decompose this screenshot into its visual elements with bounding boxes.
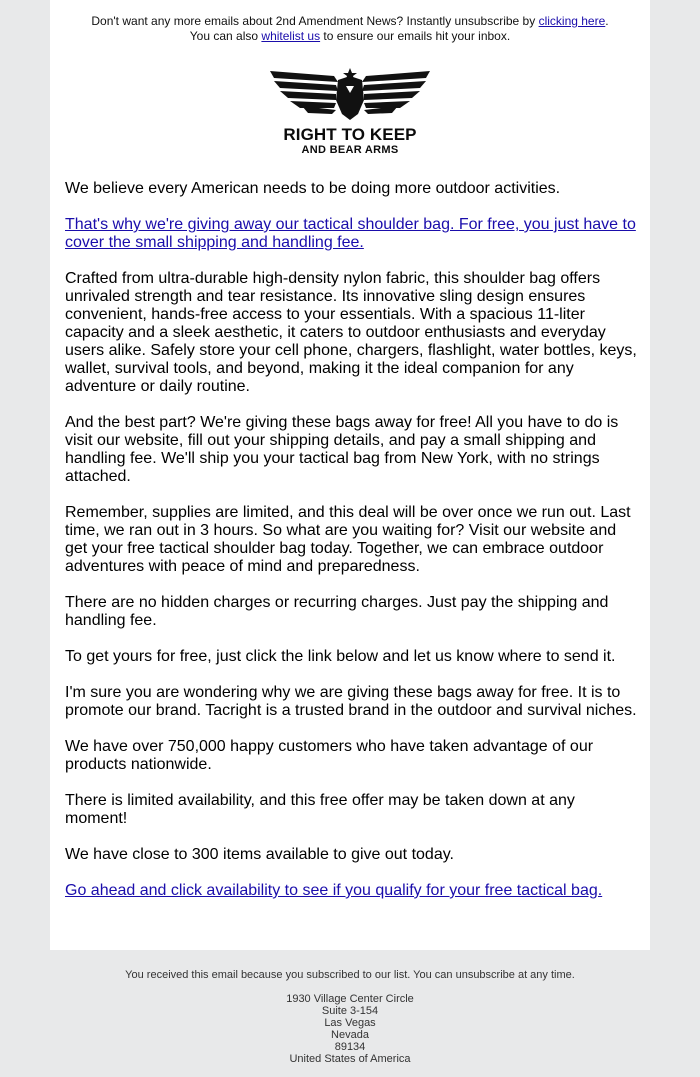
offer-link-paragraph	[65, 216, 637, 252]
body-paragraph: And the best part? We're giving these bags away for free! All you have to do is visit our website, fill out your shipping details, and pay a small shipping and handling fee. We'll ship you your tactical bag from New York, with no strings attached.	[65, 414, 619, 485]
body-paragraph: We have over 750,000 happy customers who have taken advantage of our products nationwide.	[65, 738, 594, 773]
eagle-wings-icon	[268, 66, 432, 124]
preheader-line-1	[50, 14, 650, 29]
unsubscribe-link[interactable]: clicking here	[538, 14, 606, 28]
logo-subtitle: AND BEAR ARMS	[301, 144, 399, 156]
preheader-text: .	[605, 14, 609, 28]
body-paragraph: Crafted from ultra-durable high-density nylon fabric, this shoulder bag offers unrivaled strength and tear resistance. Its innovative sling design ensures convenient, hands-free access to your essentials. With a spacious 11-liter capacity and a sleek aesthetic, it caters to outdoor enthusiasts and everyday users alike. Safely store your cell phone, chargers, flashlight, water bottles, keys, wallet, survival tools, and beyond, making it the ideal companion for any adventure or daily routine.	[65, 270, 637, 395]
preheader-text: Don't want any more emails about 2nd Amendment News? Instantly unsubscribe by	[91, 14, 539, 28]
body-paragraph: To get yours for free, just click the link below and let us know where to send it.	[65, 648, 616, 665]
preheader-text: You can also	[189, 28, 262, 43]
preheader-text: to ensure our emails hit your inbox.	[320, 28, 511, 43]
preheader-line-2	[50, 29, 650, 44]
email-card	[50, 0, 650, 950]
address-zip: 89134	[334, 1041, 366, 1053]
qualify-link[interactable]: Go ahead and click availability to see if you qualify for your free tactical bag.	[65, 882, 603, 899]
address-state: Nevada	[331, 1029, 369, 1041]
address-city: Las Vegas	[324, 1017, 376, 1029]
logo-title: RIGHT TO KEEP	[283, 125, 417, 144]
offer-link[interactable]: That's why we're giving away our tactical shoulder bag. For free, you just have to cover the small shipping and handling fee.	[65, 216, 636, 251]
body-paragraph: There is limited availability, and this free offer may be taken down at any moment!	[65, 792, 575, 827]
preheader	[50, 14, 650, 43]
address-country: United States of America	[289, 1053, 411, 1065]
qualify-link-paragraph	[65, 882, 637, 900]
body-paragraph: I'm sure you are wondering why we are giving these bags away for free. It is to promote our brand. Tacright is a trusted brand in the outdoor and survival niches.	[65, 684, 637, 719]
email-body	[65, 180, 637, 918]
subscription-note: You received this email because you subscribed to our list. You can unsubscribe at any time.	[125, 969, 575, 981]
address-line: Suite 3-154	[321, 1005, 379, 1017]
brand-logo	[268, 66, 432, 156]
body-paragraph: Remember, supplies are limited, and this deal will be over once we run out. Last time, we ran out in 3 hours. So what are you waiting for? Visit our website and get your free tactical shoulder bag today. Together, we can embrace outdoor adventures with peace of mind and preparedness.	[65, 504, 631, 575]
body-paragraph: We believe every American needs to be doing more outdoor activities.	[65, 180, 561, 197]
email-footer	[0, 969, 700, 1065]
whitelist-link[interactable]: whitelist us	[261, 28, 321, 43]
address-line: 1930 Village Center Circle	[286, 993, 414, 1005]
body-paragraph: We have close to 300 items available to give out today.	[65, 846, 454, 863]
body-paragraph: There are no hidden charges or recurring charges. Just pay the shipping and handling fee.	[65, 594, 609, 629]
